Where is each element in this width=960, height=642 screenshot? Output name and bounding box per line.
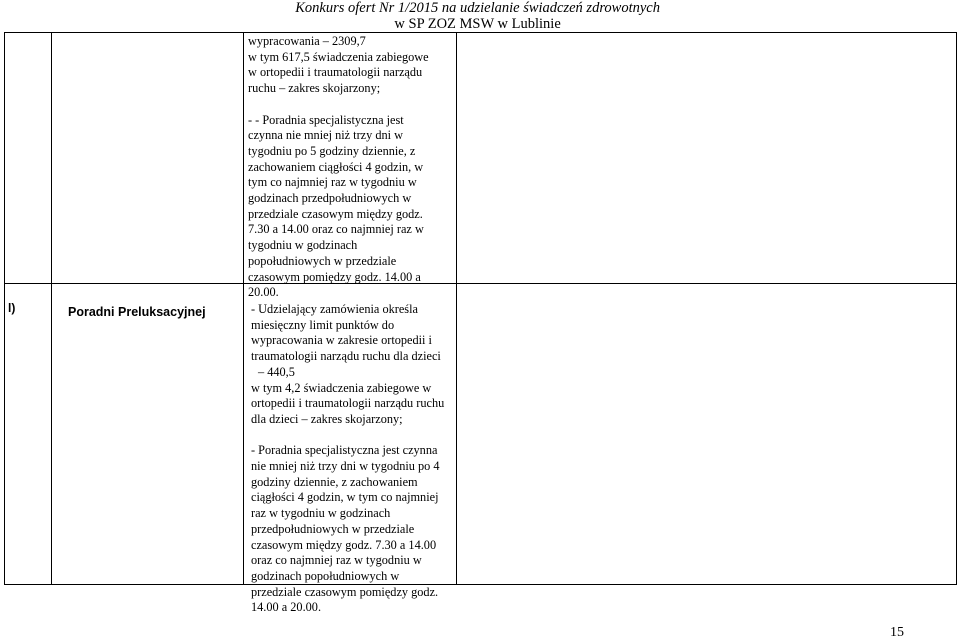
text-line: popołudniowych w przedziale	[248, 253, 397, 268]
text-line: 20.00.	[248, 285, 279, 300]
table-border	[243, 32, 244, 585]
text-line: tym co najmniej raz w tygodniu w	[248, 175, 417, 190]
text-line: ciągłości 4 godzin, w tym co najmniej	[251, 490, 439, 505]
header-title: Konkurs ofert Nr 1/2015 na udzielanie świadczeń zdrowotnych	[295, 0, 660, 16]
text-line: w tym 617,5 świadczenia zabiegowe	[248, 49, 429, 64]
text-line: przedziale czasowym pomiędzy godz.	[251, 584, 439, 599]
text-line: nie mniej niż trzy dni w tygodniu po 4	[251, 459, 440, 474]
text-line: – 440,5	[258, 364, 295, 379]
text-line: ruchu – zakres skojarzony;	[248, 81, 381, 96]
text-line: traumatologii narządu ruchu dla dzieci	[251, 349, 441, 364]
table-border	[51, 32, 52, 585]
text-line: dla dzieci – zakres skojarzony;	[251, 411, 403, 426]
text-line: wypracowania w zakresie ortopedii i	[251, 333, 432, 348]
text-line: wypracowania – 2309,7	[248, 34, 366, 48]
document-header	[295, 0, 660, 32]
text-line: w tym 4,2 świadczenia zabiegowe w	[251, 380, 432, 395]
text-line	[251, 428, 454, 444]
text-line: godzinach przedpołudniowych w	[248, 191, 412, 206]
text-line: miesięczny limit punktów do	[251, 317, 395, 332]
text-line: przedziale czasowym między godz.	[248, 206, 423, 221]
text-line: godziny dziennie, z zachowaniem	[251, 474, 418, 489]
text-line: godzinach popołudniowych w	[251, 568, 400, 583]
text-line: oraz co najmniej raz w tygodniu w	[251, 553, 422, 568]
text-line: ortopedii i traumatologii narządu ruchu	[251, 396, 445, 411]
header-subtitle: w SP ZOZ MSW w Lublinie	[394, 16, 561, 32]
text-line: czynna nie mniej niż trzy dni w	[248, 128, 404, 143]
text-line: raz w tygodniu w godzinach	[251, 506, 391, 521]
table-border	[4, 283, 957, 284]
page-number: 15	[890, 625, 904, 640]
row-l-content	[251, 302, 454, 616]
text-line: - Udzielający zamówienia określa	[251, 302, 418, 316]
text-line	[248, 97, 453, 113]
text-line: czasowym pomiędzy godz. 14.00 a	[248, 269, 421, 284]
text-line: 7.30 a 14.00 oraz co najmniej raz w	[248, 222, 424, 237]
text-line: przedpołudniowych w przedziale	[251, 521, 415, 536]
text-line: tygodniu po 5 godziny dziennie, z	[248, 143, 416, 158]
top-row-content	[248, 34, 453, 301]
row-letter: l)	[8, 301, 16, 315]
table-border	[4, 32, 957, 33]
table-border	[4, 32, 5, 585]
text-line: w ortopedii i traumatologii narządu	[248, 65, 423, 80]
table-border	[956, 32, 957, 585]
text-line: czasowym między godz. 7.30 a 14.00	[251, 537, 437, 552]
text-line: 14.00 a 20.00.	[251, 600, 322, 615]
text-line: zachowaniem ciągłości 4 godzin, w	[248, 159, 424, 174]
text-line: - Poradnia specjalistyczna jest czynna	[251, 443, 438, 458]
clinic-name: Poradni Preluksacyjnej	[68, 305, 206, 319]
table-border	[456, 32, 457, 585]
text-line: tygodniu w godzinach	[248, 238, 358, 253]
table-border	[4, 584, 957, 585]
text-line: - - Poradnia specjalistyczna jest	[248, 112, 404, 127]
